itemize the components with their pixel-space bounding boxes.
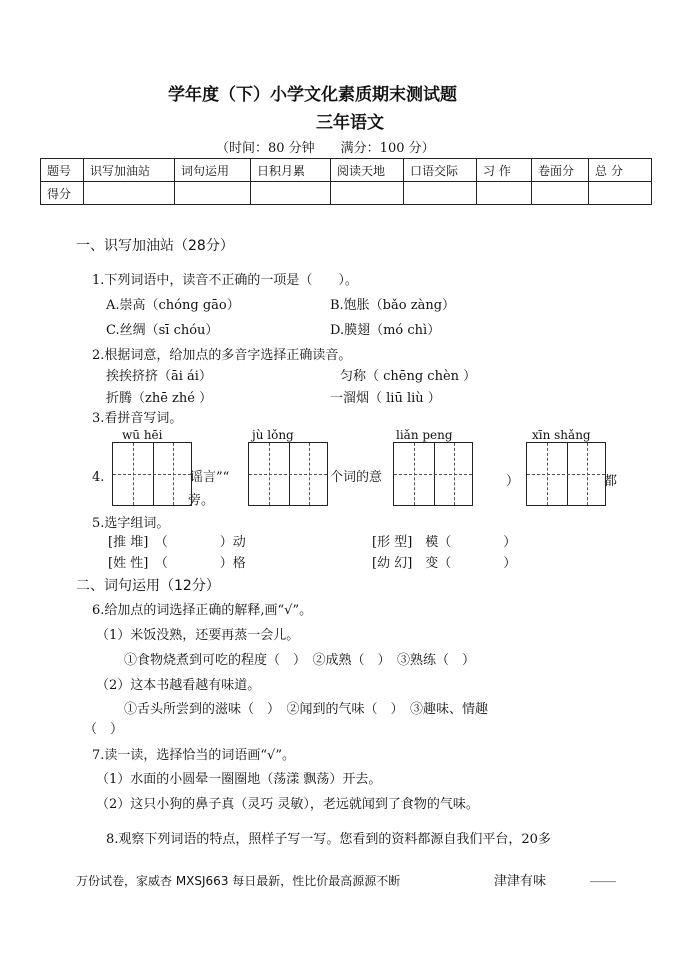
score-header-cell: 题号 (41, 159, 84, 182)
q3-pinyin-4: xīn shǎng (532, 428, 591, 442)
q1-option-a: A.崇高（chóng gāo） (106, 298, 240, 313)
q7-sentence-2: （2）这只小狗的鼻子真（灵巧 灵敏），老远就闻到了食物的气味。 (96, 797, 479, 812)
q7-prompt: 7.读一读，选择恰当的词语画“√”。 (92, 748, 295, 763)
time-info: （时间：80 分钟 满分：100 分） (216, 141, 435, 156)
q6-sentence-2: （2）这本书越看越有味道。 (96, 678, 261, 693)
q1-option-c: C.丝绸（sī chóu） (106, 323, 219, 338)
q8-answer-blank[interactable]: ____ (590, 868, 616, 883)
footer-notice: 万份试卷，家威杏 MXSJ663 每日最新，性比价最高源源不断 (76, 874, 401, 888)
q6-options-1: ①食物烧煮到可吃的程度（ ） ②成熟（ ） ③熟练（ ） (124, 653, 476, 668)
q2-item-c: 折腾（zhē zhé ） (106, 391, 213, 406)
q2-item-d: 一溜烟（ liū liù ） (330, 391, 441, 406)
q4-text-line2: 旁。 (188, 493, 215, 508)
q6-options-2-tail: （ ） (84, 722, 124, 737)
score-header-cell: 口语交际 (404, 159, 477, 182)
score-cell[interactable] (84, 182, 175, 205)
q1-prompt: 1.下列词语中，读音不正确的一项是（ ）。 (92, 273, 358, 288)
score-cell[interactable] (331, 182, 404, 205)
score-cell[interactable] (404, 182, 477, 205)
page-subtitle: 三年语文 (316, 113, 384, 133)
section1-heading: 一、识写加油站（28分） (76, 238, 234, 254)
score-cell[interactable] (589, 182, 652, 205)
score-header-cell: 识写加油站 (84, 159, 175, 182)
writing-grid[interactable] (393, 442, 473, 506)
q5-prompt: 5.选字组词。 (92, 516, 170, 531)
q6-prompt: 6.给加点的词选择正确的解释,画“√”。 (92, 603, 313, 618)
q1-option-b: B.饱胀（bǎo zàng） (330, 298, 456, 313)
q3-prompt: 3.看拼音写词。 (92, 411, 183, 426)
q8-prompt: 8.观察下列词语的特点，照样子写一写。您看到的资料都源自我们平台，20多 (106, 832, 551, 847)
score-header-cell: 总 分 (589, 159, 652, 182)
score-row-label: 得分 (41, 182, 84, 205)
page-title: 学年度（下）小学文化素质期末测试题 (168, 85, 457, 105)
score-cell[interactable] (251, 182, 331, 205)
writing-grid[interactable] (248, 442, 328, 506)
writing-grid[interactable] (526, 442, 606, 506)
q2-item-b: 匀称（ chēng chèn ） (340, 369, 477, 384)
q7-sentence-1: （1）水面的小圆晕一圈圈地（荡漾 飘荡）开去。 (96, 772, 382, 787)
q4-text-fragment: 个词的意 (330, 470, 383, 485)
writing-grid[interactable] (112, 442, 192, 506)
score-header-cell: 词句运用 (175, 159, 251, 182)
q5-row1-right: [形 型] 模（ ） (372, 535, 517, 550)
q5-row2-left: [姓 性] （ ）格 (108, 556, 246, 571)
q6-options-2: ①舌头所尝到的滋味（ ） ②闻到的气味（ ） ③趣味、情趣 (124, 702, 489, 717)
score-table-header-row (41, 159, 652, 182)
score-table (40, 158, 652, 205)
score-cell[interactable] (477, 182, 532, 205)
q5-row1-left: [推 堆] （ ）动 (108, 535, 246, 550)
q3-pinyin-3: liǎn peng (396, 428, 453, 442)
q5-row2-right: [幼 幻] 变（ ） (372, 556, 517, 571)
score-cell[interactable] (532, 182, 589, 205)
q2-prompt: 2.根据词意，给加点的多音字选择正确读音。 (92, 348, 352, 363)
score-table-score-row (41, 182, 652, 205)
q4-text-fragment: 谣言”“ (190, 470, 230, 485)
score-cell[interactable] (175, 182, 251, 205)
score-header-cell: 日积月累 (251, 159, 331, 182)
score-header-cell: 卷面分 (532, 159, 589, 182)
q3-pinyin-2: jù lǒng (252, 428, 294, 442)
q2-item-a: 挨挨挤挤（āi ái） (106, 369, 212, 384)
q1-option-d: D.膜翅（mó chì） (330, 323, 441, 338)
q4-text-fragment: 都 (604, 474, 618, 489)
score-header-cell: 阅读天地 (331, 159, 404, 182)
score-header-cell: 习 作 (477, 159, 532, 182)
q6-sentence-1: （1）米饭没熟，还要再蒸一会儿。 (96, 628, 300, 643)
section2-heading: 二、词句运用（12分） (76, 578, 220, 594)
q3-pinyin-1: wū hēi (122, 428, 163, 442)
q4-number: 4. (92, 470, 105, 485)
q8-example-word: 津津有味 (494, 874, 547, 889)
q4-text-fragment: ） (506, 474, 520, 489)
